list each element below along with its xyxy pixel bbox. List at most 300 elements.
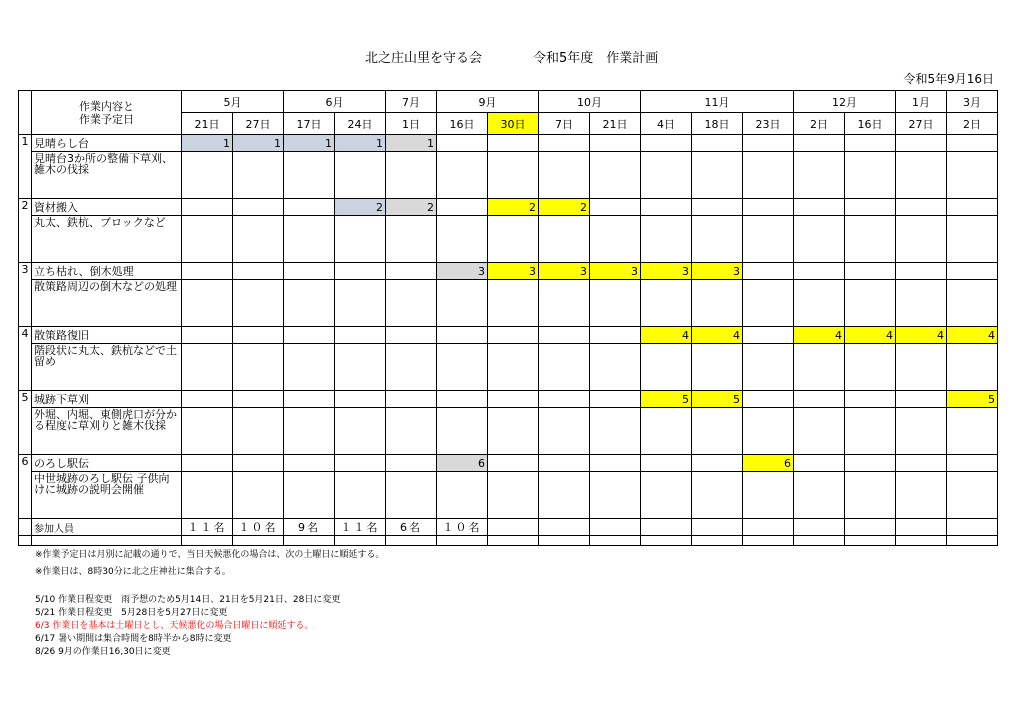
day-cell: 16日 xyxy=(845,113,896,135)
empty-cell xyxy=(845,280,896,327)
month-cell: 3月 xyxy=(947,91,998,113)
day-cell: 4日 xyxy=(641,113,692,135)
schedule-cell xyxy=(896,135,947,152)
task-desc-row xyxy=(19,408,998,455)
schedule-cell: 3 xyxy=(437,263,488,280)
task-description: 中世城跡のろし駅伝 子供向けに城跡の説明会開催 xyxy=(32,472,182,519)
empty-cell xyxy=(335,472,386,519)
schedule-cell xyxy=(794,455,845,472)
schedule-cell: 2 xyxy=(539,199,590,216)
empty-cell xyxy=(335,408,386,455)
schedule-cell xyxy=(233,391,284,408)
empty-cell xyxy=(284,152,335,199)
task-description: 見晴台3か所の整備下草刈、雑木の伐採 xyxy=(32,152,182,199)
empty-cell xyxy=(845,152,896,199)
blank-cell xyxy=(641,536,692,546)
schedule-cell: 3 xyxy=(590,263,641,280)
task-description: 外堀、内堀、東側虎口が分かる程度に草刈りと雑木伐採 xyxy=(32,408,182,455)
empty-cell xyxy=(590,408,641,455)
empty-cell xyxy=(233,472,284,519)
empty-cell xyxy=(590,152,641,199)
empty-cell xyxy=(488,216,539,263)
note-line: ※作業予定日は月別に記載の通りで、当日天候悪化の場合は、次の土曜日に順延する。 xyxy=(35,550,385,560)
empty-cell xyxy=(437,216,488,263)
empty-cell xyxy=(182,216,233,263)
empty-cell xyxy=(233,152,284,199)
day-cell: 16日 xyxy=(437,113,488,135)
header-label-line2: 作業予定日 xyxy=(79,112,134,126)
month-cell: 9月 xyxy=(437,91,539,113)
task-row xyxy=(19,135,998,152)
task-row xyxy=(19,199,998,216)
empty-cell xyxy=(692,152,743,199)
task-description: 丸太、鉄杭、ブロックなど xyxy=(32,216,182,263)
month-cell: 10月 xyxy=(539,91,641,113)
blank-cell xyxy=(32,536,182,546)
blank-cell xyxy=(284,536,335,546)
empty-cell xyxy=(743,216,794,263)
attendance-value xyxy=(692,519,743,536)
schedule-cell xyxy=(845,391,896,408)
attendance-value xyxy=(641,519,692,536)
month-cell: 11月 xyxy=(641,91,794,113)
day-cell: 21日 xyxy=(182,113,233,135)
schedule-cell: 4 xyxy=(845,327,896,344)
schedule-cell xyxy=(692,455,743,472)
document-date: 令和5年9月16日 xyxy=(903,72,994,86)
empty-cell xyxy=(590,344,641,391)
schedule-cell: 4 xyxy=(794,327,845,344)
schedule-cell xyxy=(437,199,488,216)
schedule-cell: 1 xyxy=(335,135,386,152)
task-description: 散策路周辺の倒木などの処理 xyxy=(32,280,182,327)
plan-title: 令和5年度 作業計画 xyxy=(533,51,659,66)
blank-cell xyxy=(335,536,386,546)
schedule-cell xyxy=(335,455,386,472)
schedule-cell xyxy=(233,199,284,216)
empty-cell xyxy=(335,344,386,391)
empty-cell xyxy=(284,216,335,263)
blank-cell xyxy=(947,536,998,546)
empty-cell xyxy=(488,472,539,519)
task-name: のろし駅伝 xyxy=(32,455,182,472)
schedule-cell: 2 xyxy=(386,199,437,216)
blank-cell xyxy=(437,536,488,546)
empty-cell xyxy=(488,344,539,391)
task-row xyxy=(19,263,998,280)
schedule-cell xyxy=(335,327,386,344)
empty-cell xyxy=(692,216,743,263)
day-cell: 2日 xyxy=(947,113,998,135)
schedule-cell: 4 xyxy=(896,327,947,344)
header-num-cell xyxy=(19,91,32,135)
empty-cell xyxy=(692,344,743,391)
empty-cell xyxy=(794,280,845,327)
schedule-cell xyxy=(845,199,896,216)
day-cell: 18日 xyxy=(692,113,743,135)
month-cell: 12月 xyxy=(794,91,896,113)
schedule-cell: 4 xyxy=(641,327,692,344)
empty-cell xyxy=(641,280,692,327)
empty-cell xyxy=(182,152,233,199)
blank-cell xyxy=(182,536,233,546)
schedule-cell xyxy=(590,391,641,408)
schedule-cell xyxy=(386,263,437,280)
task-desc-row xyxy=(19,472,998,519)
empty-cell xyxy=(743,344,794,391)
schedule-cell xyxy=(284,263,335,280)
month-cell: 6月 xyxy=(284,91,386,113)
empty-cell xyxy=(182,280,233,327)
attendance-value: 9名 xyxy=(284,519,335,536)
blank-cell xyxy=(233,536,284,546)
empty-cell xyxy=(539,408,590,455)
empty-cell xyxy=(386,152,437,199)
empty-cell xyxy=(437,344,488,391)
task-name: 立ち枯れ、倒木処理 xyxy=(32,263,182,280)
schedule-cell xyxy=(335,391,386,408)
blank-row xyxy=(19,536,998,546)
schedule-cell: 5 xyxy=(641,391,692,408)
schedule-cell xyxy=(488,391,539,408)
schedule-cell xyxy=(284,327,335,344)
day-cell: 30日 xyxy=(488,113,539,135)
schedule-cell xyxy=(488,455,539,472)
empty-cell xyxy=(794,472,845,519)
empty-cell xyxy=(794,344,845,391)
schedule-cell xyxy=(233,263,284,280)
schedule-cell xyxy=(437,135,488,152)
schedule-cell: 1 xyxy=(386,135,437,152)
day-cell: 7日 xyxy=(539,113,590,135)
schedule-cell: 6 xyxy=(743,455,794,472)
schedule-cell xyxy=(182,199,233,216)
schedule-cell: 1 xyxy=(233,135,284,152)
schedule-cell xyxy=(947,263,998,280)
empty-cell xyxy=(794,408,845,455)
change-log-line: 8/26 9月の作業日16,30日に変更 xyxy=(35,647,171,657)
empty-cell xyxy=(641,152,692,199)
schedule-cell xyxy=(590,327,641,344)
task-name: 城跡下草刈 xyxy=(32,391,182,408)
schedule-cell xyxy=(539,135,590,152)
attendance-value xyxy=(794,519,845,536)
empty-cell xyxy=(335,152,386,199)
empty-cell xyxy=(947,344,998,391)
empty-cell xyxy=(743,408,794,455)
schedule-cell xyxy=(386,455,437,472)
empty-cell xyxy=(692,472,743,519)
empty-cell xyxy=(947,216,998,263)
attendance-value: １０名 xyxy=(437,519,488,536)
empty-cell xyxy=(590,472,641,519)
task-number: 6 xyxy=(19,455,32,519)
schedule-cell xyxy=(692,199,743,216)
task-name: 資材搬入 xyxy=(32,199,182,216)
empty-cell xyxy=(947,152,998,199)
blank-cell xyxy=(488,536,539,546)
schedule-cell xyxy=(182,263,233,280)
attendance-value: 6名 xyxy=(386,519,437,536)
schedule-cell xyxy=(896,391,947,408)
empty-cell xyxy=(488,152,539,199)
schedule-cell xyxy=(692,135,743,152)
schedule-cell: 5 xyxy=(947,391,998,408)
attendance-value xyxy=(743,519,794,536)
schedule-cell xyxy=(335,263,386,280)
schedule-cell xyxy=(284,391,335,408)
empty-cell xyxy=(488,408,539,455)
empty-cell xyxy=(896,216,947,263)
task-number: 2 xyxy=(19,199,32,263)
attendance-label: 参加人員 xyxy=(32,519,182,536)
blank-cell xyxy=(386,536,437,546)
empty-cell xyxy=(233,408,284,455)
empty-cell xyxy=(641,216,692,263)
empty-cell xyxy=(437,152,488,199)
schedule-cell xyxy=(182,391,233,408)
empty-cell xyxy=(641,472,692,519)
empty-cell xyxy=(896,280,947,327)
task-number: 5 xyxy=(19,391,32,455)
schedule-cell xyxy=(845,135,896,152)
schedule-cell: 6 xyxy=(437,455,488,472)
attendance-value xyxy=(539,519,590,536)
empty-cell xyxy=(284,280,335,327)
schedule-cell xyxy=(743,263,794,280)
empty-cell xyxy=(182,344,233,391)
empty-cell xyxy=(845,408,896,455)
empty-cell xyxy=(437,280,488,327)
schedule-cell: 2 xyxy=(335,199,386,216)
empty-cell xyxy=(845,472,896,519)
empty-cell xyxy=(947,408,998,455)
empty-cell xyxy=(845,344,896,391)
schedule-cell xyxy=(794,263,845,280)
empty-cell xyxy=(335,280,386,327)
day-cell: 27日 xyxy=(896,113,947,135)
schedule-cell xyxy=(539,455,590,472)
empty-cell xyxy=(233,216,284,263)
blank-cell xyxy=(590,536,641,546)
schedule-cell: 4 xyxy=(692,327,743,344)
task-desc-row xyxy=(19,280,998,327)
empty-cell xyxy=(590,216,641,263)
day-cell: 17日 xyxy=(284,113,335,135)
empty-cell xyxy=(692,280,743,327)
schedule-cell: 4 xyxy=(947,327,998,344)
schedule-cell xyxy=(590,199,641,216)
schedule-cell xyxy=(233,455,284,472)
empty-cell xyxy=(896,472,947,519)
change-log-line: 5/10 作業日程変更 雨予想のため5月14日、21日を5月21日、28日に変更 xyxy=(35,595,341,605)
schedule-cell: 3 xyxy=(539,263,590,280)
schedule-cell xyxy=(947,199,998,216)
day-cell: 27日 xyxy=(233,113,284,135)
empty-cell xyxy=(386,472,437,519)
attendance-value xyxy=(488,519,539,536)
task-number: 4 xyxy=(19,327,32,391)
empty-cell xyxy=(590,280,641,327)
schedule-cell xyxy=(284,199,335,216)
attendance-num xyxy=(19,519,32,536)
blank-cell xyxy=(539,536,590,546)
task-number: 3 xyxy=(19,263,32,327)
schedule-cell xyxy=(743,391,794,408)
empty-cell xyxy=(182,408,233,455)
attendance-value xyxy=(590,519,641,536)
schedule-cell: 1 xyxy=(284,135,335,152)
empty-cell xyxy=(896,408,947,455)
empty-cell xyxy=(539,216,590,263)
day-cell: 21日 xyxy=(590,113,641,135)
schedule-cell xyxy=(947,135,998,152)
month-cell: 1月 xyxy=(896,91,947,113)
empty-cell xyxy=(284,344,335,391)
empty-cell xyxy=(947,472,998,519)
schedule-cell xyxy=(743,199,794,216)
empty-cell xyxy=(641,408,692,455)
empty-cell xyxy=(845,216,896,263)
task-description: 階段状に丸太、鉄杭などで土留め xyxy=(32,344,182,391)
schedule-cell xyxy=(896,263,947,280)
schedule-cell xyxy=(386,391,437,408)
empty-cell xyxy=(386,408,437,455)
empty-cell xyxy=(182,472,233,519)
schedule-cell xyxy=(437,391,488,408)
schedule-cell xyxy=(488,327,539,344)
task-desc-row xyxy=(19,152,998,199)
header-label-line1: 作業内容と xyxy=(79,99,134,113)
schedule-cell xyxy=(794,135,845,152)
schedule-cell xyxy=(590,455,641,472)
empty-cell xyxy=(692,408,743,455)
empty-cell xyxy=(539,152,590,199)
month-cell: 5月 xyxy=(182,91,284,113)
empty-cell xyxy=(896,344,947,391)
attendance-row xyxy=(19,519,998,536)
schedule-cell xyxy=(386,327,437,344)
schedule-cell: 3 xyxy=(641,263,692,280)
empty-cell xyxy=(233,280,284,327)
empty-cell xyxy=(539,344,590,391)
blank-cell xyxy=(743,536,794,546)
empty-cell xyxy=(539,472,590,519)
empty-cell xyxy=(743,152,794,199)
schedule-cell: 2 xyxy=(488,199,539,216)
schedule-cell: 3 xyxy=(692,263,743,280)
change-log-line: 6/17 暑い期間は集合時間を8時半から8時に変更 xyxy=(35,634,232,644)
schedule-cell: 5 xyxy=(692,391,743,408)
empty-cell xyxy=(233,344,284,391)
day-cell: 23日 xyxy=(743,113,794,135)
schedule-cell xyxy=(182,327,233,344)
change-log-line: 5/21 作業日程変更 5月28日を5月27日に変更 xyxy=(35,608,228,618)
blank-cell xyxy=(794,536,845,546)
schedule-cell xyxy=(284,455,335,472)
empty-cell xyxy=(386,280,437,327)
empty-cell xyxy=(794,152,845,199)
schedule-cell: 3 xyxy=(488,263,539,280)
schedule-cell xyxy=(437,327,488,344)
attendance-value: １１名 xyxy=(335,519,386,536)
header-label-cell xyxy=(32,91,182,135)
empty-cell xyxy=(386,344,437,391)
task-row xyxy=(19,327,998,344)
schedule-cell xyxy=(233,327,284,344)
task-row xyxy=(19,455,998,472)
attendance-value: １１名 xyxy=(182,519,233,536)
day-cell: 2日 xyxy=(794,113,845,135)
empty-cell xyxy=(947,280,998,327)
attendance-value xyxy=(896,519,947,536)
empty-cell xyxy=(284,472,335,519)
blank-cell xyxy=(692,536,743,546)
schedule-cell xyxy=(794,391,845,408)
attendance-value: １０名 xyxy=(233,519,284,536)
empty-cell xyxy=(743,280,794,327)
month-header-row xyxy=(19,91,998,113)
schedule-cell xyxy=(539,327,590,344)
empty-cell xyxy=(743,472,794,519)
empty-cell xyxy=(896,152,947,199)
schedule-cell xyxy=(896,199,947,216)
month-cell: 7月 xyxy=(386,91,437,113)
schedule-cell xyxy=(641,135,692,152)
note-line: ※作業日は、8時30分に北之庄神社に集合する。 xyxy=(35,567,231,577)
schedule-cell xyxy=(743,135,794,152)
task-desc-row xyxy=(19,344,998,391)
task-number: 1 xyxy=(19,135,32,199)
schedule-cell xyxy=(845,263,896,280)
schedule-cell xyxy=(896,455,947,472)
day-cell: 24日 xyxy=(335,113,386,135)
org-title: 北之庄山里を守る会 xyxy=(365,51,483,66)
schedule-cell xyxy=(590,135,641,152)
day-cell: 1日 xyxy=(386,113,437,135)
schedule-cell xyxy=(845,455,896,472)
empty-cell xyxy=(794,216,845,263)
empty-cell xyxy=(335,216,386,263)
blank-cell xyxy=(845,536,896,546)
empty-cell xyxy=(539,280,590,327)
schedule-cell xyxy=(794,199,845,216)
schedule-cell xyxy=(488,135,539,152)
task-name: 散策路復旧 xyxy=(32,327,182,344)
empty-cell xyxy=(488,280,539,327)
schedule-cell xyxy=(182,455,233,472)
empty-cell xyxy=(284,408,335,455)
task-name: 見晴らし台 xyxy=(32,135,182,152)
empty-cell xyxy=(437,472,488,519)
change-log-line: 6/3 作業日を基本は土曜日とし、天候悪化の場合日曜日に順延する。 xyxy=(35,621,314,631)
schedule-cell xyxy=(743,327,794,344)
schedule-cell: 1 xyxy=(182,135,233,152)
attendance-value xyxy=(845,519,896,536)
empty-cell xyxy=(641,344,692,391)
task-row xyxy=(19,391,998,408)
schedule-cell xyxy=(641,455,692,472)
work-plan-table xyxy=(18,90,998,546)
schedule-cell xyxy=(539,391,590,408)
blank-cell xyxy=(896,536,947,546)
schedule-cell xyxy=(641,199,692,216)
empty-cell xyxy=(437,408,488,455)
empty-cell xyxy=(386,216,437,263)
blank-cell xyxy=(19,536,32,546)
attendance-value xyxy=(947,519,998,536)
task-desc-row xyxy=(19,216,998,263)
